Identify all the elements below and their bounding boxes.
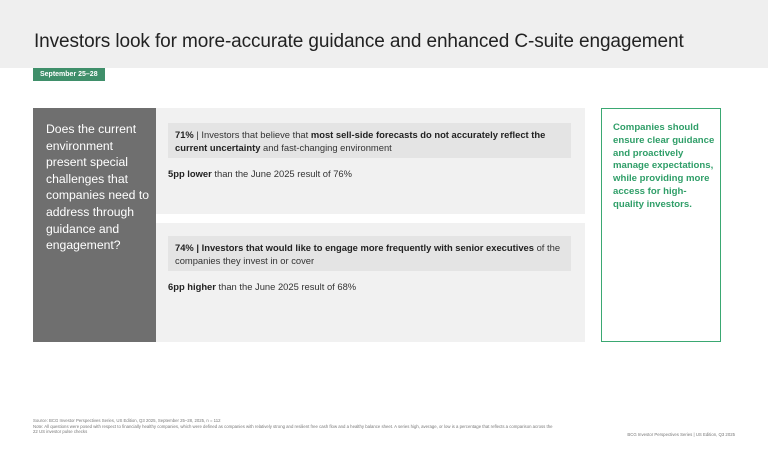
comparison-delta: 6pp higher [168, 281, 216, 292]
takeaway-box [601, 108, 721, 342]
stat-text: Investors that believe that [201, 129, 311, 140]
note-line: Note: All questions were posed with respect to financially healthy companies, which were defined as companies with relatively strong and resilient free cash flow and a healthy balance sheet. A series high, average, or low is a percentage that reflects a comparison across the 22 US investor pulse checks [33, 423, 553, 435]
source-line: Source: BCG Investor Perspectives Series, US Edition, Q3 2025, September 25–28, 2025, n = 112 [33, 418, 221, 423]
stat-separator: | [193, 129, 202, 140]
stat-comparison [168, 168, 352, 179]
stat-separator: | [193, 242, 202, 253]
source-note [33, 418, 553, 435]
stat-panel-sell-side [156, 108, 585, 214]
comparison-text: than the June 2025 result of 76% [211, 168, 352, 179]
takeaway-text: Companies should ensure clear guidance and proactively manage expectations, while providing more access for high-quality investors. [613, 122, 715, 210]
stat-text-bold: Investors that would like to engage more frequently with senior executives [201, 242, 534, 253]
comparison-text: than the June 2025 result of 68% [215, 281, 357, 292]
stat-panel-engagement [156, 223, 585, 342]
stat-highlight [168, 123, 571, 158]
stat-percent: 74% [175, 242, 194, 253]
stat-highlight [168, 236, 571, 271]
question-text: Does the current environment present special challenges that companies need to address through guidance and engagement? [46, 122, 149, 253]
page-title: Investors look for more-accurate guidance and enhanced C-suite engagement [34, 31, 684, 52]
date-tag: September 25–28 [33, 68, 105, 81]
stat-percent: 71% [175, 129, 194, 140]
stat-text-bold: most sell-side forecasts do not accurately reflect the current uncertainty [175, 129, 546, 153]
comparison-delta: 5pp lower [168, 168, 212, 179]
question-panel [33, 108, 156, 342]
stat-text: and fast-changing environment [260, 141, 392, 153]
footer-credit: BCG Investor Perspectives Series | US Edition, Q3 2025 [627, 432, 735, 437]
stat-comparison [168, 281, 356, 292]
stat-text: of the companies they invest in or cover [175, 242, 561, 266]
